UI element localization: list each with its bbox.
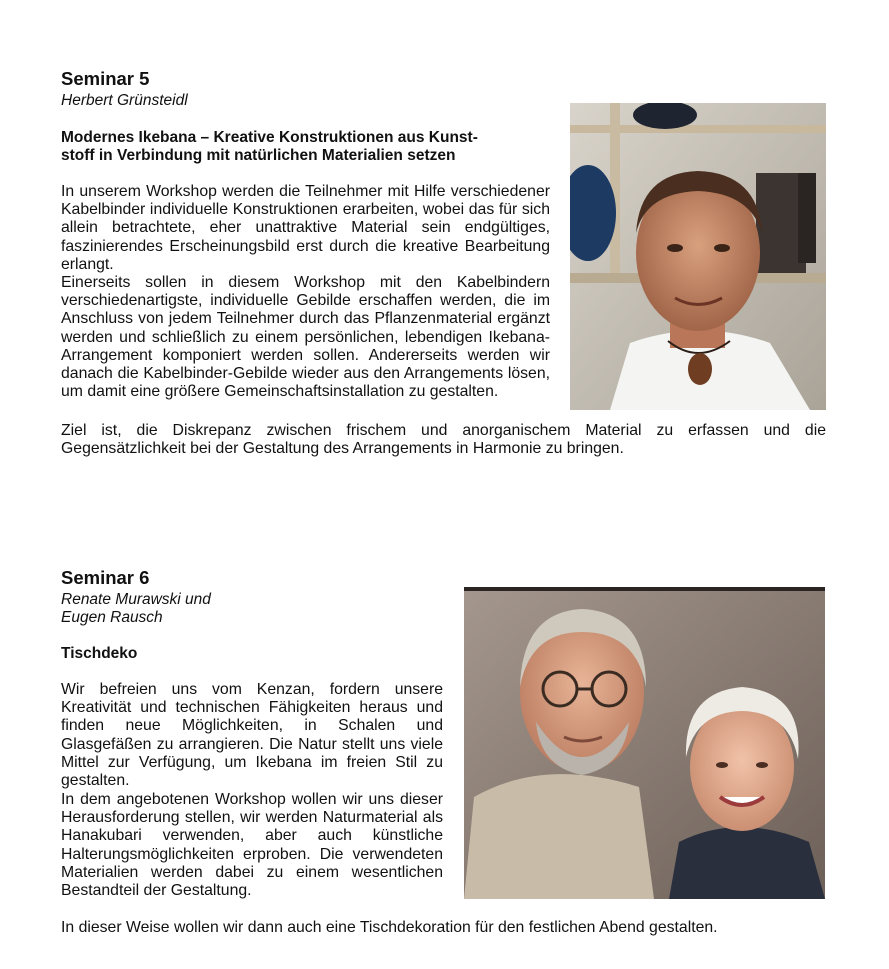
seminar5-author: Herbert Grünsteidl bbox=[61, 92, 188, 109]
seminar6-subtitle: Tischdeko bbox=[61, 645, 138, 662]
seminar6-paragraph-3: In dieser Weise wollen wir dann auch eine Tischdekoration für den festlichen Abend gestalten. bbox=[61, 919, 718, 936]
seminar5-paragraph-2: Einerseits sollen in diesem Workshop mit den Kabelbindern verschiedenartigste, individuelle Gebilde erschaffen werden, die im Anschluss von jedem Teilnehmer durch das Pflanzenmaterial ergänzt werden und schließlich zu einem persönlichen, lebendigen Ikebana-Arrangement komponiert werden sollen. Andererseits werden wir danach die Kabelbinder-Gebilde wieder aus den Arrangements lösen, um damit eine größere Gemeinschaftsinstallation zu gestalten. bbox=[61, 274, 550, 401]
seminar6-title: Seminar 6 bbox=[61, 567, 150, 588]
seminar5-paragraph-3: Ziel ist, die Diskrepanz zwischen frischem und anorganischem Material zu erfassen und die Gegensätzlichkeit bei der Gestaltung des Arrangements in Harmonie zu bringen. bbox=[61, 422, 826, 458]
portrait-couple-image bbox=[464, 587, 825, 899]
seminar5-subtitle-line1: Modernes Ikebana – Kreative Konstruktionen aus Kunst- bbox=[61, 129, 478, 146]
seminar6-couple-photo bbox=[464, 587, 825, 899]
seminar6-paragraph-1: Wir befreien uns vom Kenzan, fordern unsere Kreativität und technischen Fähigkeiten heraus und finden neue Möglichkeiten, in Schalen und Glasgefäßen zu arrangieren. Die Natur stellt uns viele Mittel zur Verfügung, um Ikebana im freien Stil zu gestalten. bbox=[61, 681, 443, 790]
seminar6-paragraph-2: In dem angebotenen Workshop wollen wir uns dieser Herausforderung stellen, wir werden Naturmaterial als Hanakubari verwenden, aber auch künstliche Halterungsmöglichkeiten erproben. Die verwendeten Materialien werden dabei zu einem wesentlichen Bestandteil der Gestaltung. bbox=[61, 791, 443, 900]
seminar5-subtitle-line2: stoff in Verbindung mit natürlichen Materialien setzen bbox=[61, 147, 456, 164]
portrait-man-image bbox=[570, 103, 826, 410]
seminar5-title: Seminar 5 bbox=[61, 68, 150, 89]
seminar5-portrait-photo bbox=[570, 103, 826, 410]
seminar6-author-line2: Eugen Rausch bbox=[61, 609, 163, 626]
seminar6-author-line1: Renate Murawski und bbox=[61, 591, 211, 608]
seminar5-paragraph-1: In unserem Workshop werden die Teilnehmer mit Hilfe verschiedener Kabelbinder individuelle Konstruktionen erarbeiten, wobei das für sich allein betrachtete, eher unattraktive Material sein endgültiges, faszinierendes Erscheinungsbild erst durch die kreative Bearbeitung erlangt. bbox=[61, 183, 550, 273]
